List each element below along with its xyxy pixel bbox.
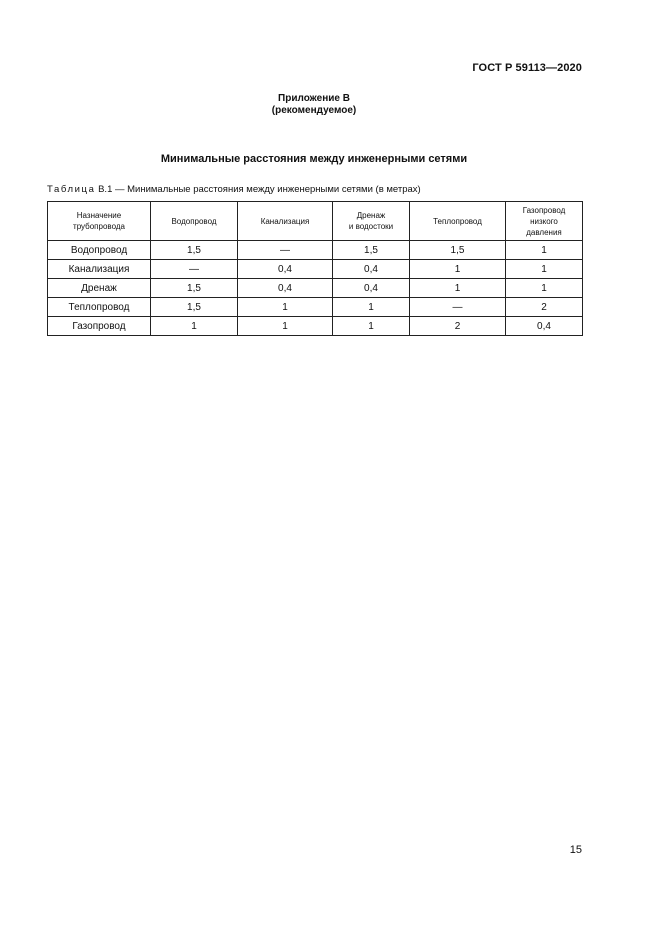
appendix-subtitle: (рекомендуемое): [271, 105, 357, 116]
column-header: Газопровод низкого давления: [506, 202, 583, 241]
document-code: ГОСТ Р 59113—2020: [472, 62, 582, 74]
column-header: Теплопровод: [410, 202, 506, 241]
table-caption-prefix: Таблица: [47, 184, 96, 195]
appendix-heading: [0, 93, 628, 117]
table-caption: [47, 184, 421, 195]
distances-table: [47, 201, 583, 336]
page-number: 15: [569, 844, 582, 856]
table-row: [48, 298, 583, 317]
section-title: Минимальные расстояния между инженерными сетями: [160, 153, 468, 165]
table-cell: 0,4: [238, 260, 333, 279]
table-cell: 0,4: [333, 279, 410, 298]
table-cell: 1: [333, 298, 410, 317]
appendix-title: Приложение В: [278, 93, 350, 104]
column-header: Водопровод: [151, 202, 238, 241]
table-cell: —: [238, 241, 333, 260]
column-header: Дренаж и водостоки: [333, 202, 410, 241]
table-header-row: [48, 202, 583, 241]
table-cell: 1: [506, 260, 583, 279]
column-header: Назначение трубопровода: [48, 202, 151, 241]
row-label: Дренаж: [48, 279, 151, 298]
table-row: [48, 241, 583, 260]
table-row: [48, 279, 583, 298]
table-cell: 1,5: [151, 298, 238, 317]
table-cell: 2: [410, 317, 506, 336]
table-cell: 1: [151, 317, 238, 336]
row-label: Канализация: [48, 260, 151, 279]
table-cell: 0,4: [238, 279, 333, 298]
table-cell: 1: [506, 241, 583, 260]
table-cell: 1: [410, 260, 506, 279]
table-cell: 1,5: [410, 241, 506, 260]
table-cell: 1,5: [333, 241, 410, 260]
table-cell: 1,5: [151, 279, 238, 298]
column-header: Канализация: [238, 202, 333, 241]
table-cell: 1: [410, 279, 506, 298]
table-cell: 1: [333, 317, 410, 336]
row-label: Теплопровод: [48, 298, 151, 317]
table-caption-text: В.1 — Минимальные расстояния между инженерными сетями (в метрах): [95, 184, 421, 195]
table-cell: 0,4: [333, 260, 410, 279]
table-cell: 1: [238, 317, 333, 336]
row-label: Газопровод: [48, 317, 151, 336]
table-cell: 1: [506, 279, 583, 298]
row-label: Водопровод: [48, 241, 151, 260]
table-cell: 1,5: [151, 241, 238, 260]
table-row: [48, 317, 583, 336]
table-cell: —: [410, 298, 506, 317]
table-cell: —: [151, 260, 238, 279]
table-cell: 1: [238, 298, 333, 317]
table-cell: 0,4: [506, 317, 583, 336]
table-row: [48, 260, 583, 279]
table-cell: 2: [506, 298, 583, 317]
